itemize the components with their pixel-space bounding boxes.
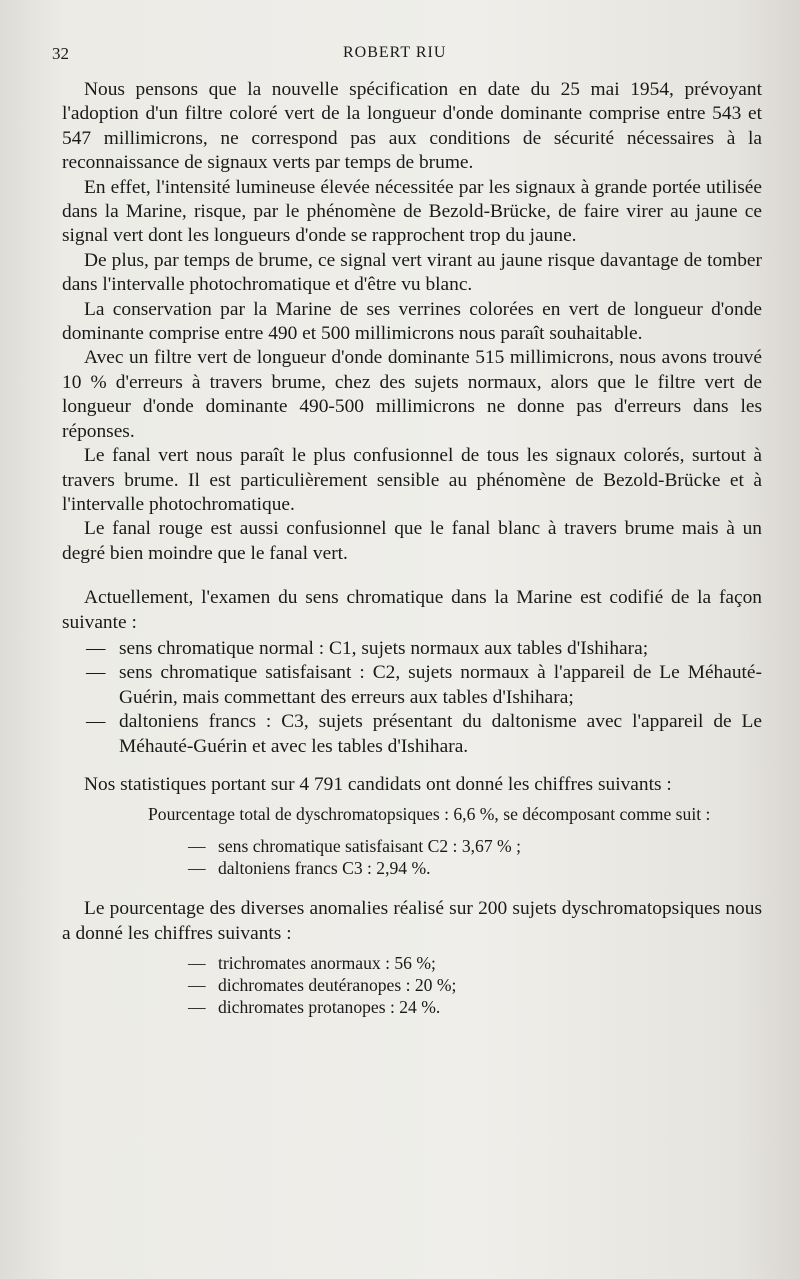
list-item [62, 710, 762, 759]
list-item-text: dichromates protanopes : 24 %. [218, 997, 441, 1018]
list-item-text: trichromates anormaux : 56 %; [218, 953, 436, 974]
list-item [188, 974, 762, 996]
statistics-intro: Nos statistiques portant sur 4 791 candidats ont donné les chiffres suivants : [84, 773, 672, 795]
dash-marker: — [188, 953, 206, 974]
list-item-text: dichromates deutéranopes : 20 %; [218, 975, 457, 996]
list-item [188, 857, 762, 879]
paragraph: En effet, l'intensité lumineuse élevée nécessitée par les signaux à grande portée utilisée dans la Marine, risque, par le phénomène de Bezold-Brücke, de faire virer au jaune ce signal vert dont les longueurs d'onde se rapprochent trop du jaune. [62, 176, 762, 247]
paragraph: La conservation par la Marine de ses verrines colorées en vert de longueur d'onde dominante comprise entre 490 et 500 millimicrons nous paraît souhaitable. [62, 298, 762, 345]
list-item [188, 996, 762, 1018]
paragraph: Le fanal rouge est aussi confusionnel que le fanal blanc à travers brume mais à un degré bien moindre que le fanal vert. [62, 518, 762, 564]
running-header [0, 44, 800, 68]
dash-marker: — [188, 836, 206, 857]
classification-list [62, 637, 762, 759]
list-item-text: daltoniens francs : C3, sujets présentant du daltonisme avec l'appareil de Le Méhauté-Guérin et avec les tables d'Ishihara. [119, 711, 762, 757]
statistics-total: Pourcentage total de dyschromatopsiques : 6,6 %, se décomposant comme suit : [148, 804, 711, 825]
list-item [188, 952, 762, 974]
statistics-list [188, 835, 762, 879]
list-item [188, 835, 762, 857]
paragraph: Avec un filtre vert de longueur d'onde dominante 515 millimicrons, nous avons trouvé 10 % d'erreurs à travers brume, chez des sujets normaux, alors que le filtre vert de longueur d'onde dominante 490-500 millimicrons ne donne pas d'erreurs dans les réponses. [62, 347, 762, 442]
classification-intro: Actuellement, l'examen du sens chromatique dans la Marine est codifié de la façon suivante : [62, 587, 762, 633]
paragraph: Le fanal vert nous paraît le plus confusionnel de tous les signaux colorés, surtout à travers brume. Il est particulièrement sensible au phénomène de Bezold-Brücke et à l'intervalle photochromatique. [62, 445, 762, 515]
list-item [62, 661, 762, 710]
dash-marker: — [188, 997, 206, 1018]
body-text [62, 78, 762, 1018]
anomalies-intro: Le pourcentage des diverses anomalies réalisé sur 200 sujets dyschromatopsiques nous a donné les chiffres suivants : [62, 898, 762, 944]
running-title: ROBERT RIU [343, 44, 447, 61]
dash-marker: — [188, 858, 206, 879]
anomalies-list [188, 952, 762, 1018]
list-item-text: sens chromatique normal : C1, sujets normaux aux tables d'Ishihara; [119, 637, 649, 659]
paragraph: De plus, par temps de brume, ce signal vert virant au jaune risque davantage de tomber dans l'intervalle photochromatique et d'être vu blanc. [62, 249, 762, 296]
dash-marker: — [188, 975, 206, 996]
paragraph: Nous pensons que la nouvelle spécification en date du 25 mai 1954, prévoyant l'adoption d'un filtre coloré vert de la longueur d'onde dominante comprise entre 543 et 547 millimicrons, ne correspond pas aux conditions de sécurité nécessaires à la reconnaissance de signaux verts par temps de brume. [62, 79, 762, 174]
list-item-text: sens chromatique satisfaisant : C2, sujets normaux à l'appareil de Le Méhauté-Guérin, mais commettant des erreurs aux tables d'Ishihara; [119, 662, 762, 708]
page-number: 32 [52, 44, 69, 63]
dash-marker: — [86, 711, 106, 733]
list-item-text: sens chromatique satisfaisant C2 : 3,67 % ; [218, 836, 521, 857]
list-item-text: daltoniens francs C3 : 2,94 %. [218, 858, 431, 879]
list-item [62, 637, 762, 661]
dash-marker: — [86, 637, 106, 659]
dash-marker: — [86, 662, 106, 684]
